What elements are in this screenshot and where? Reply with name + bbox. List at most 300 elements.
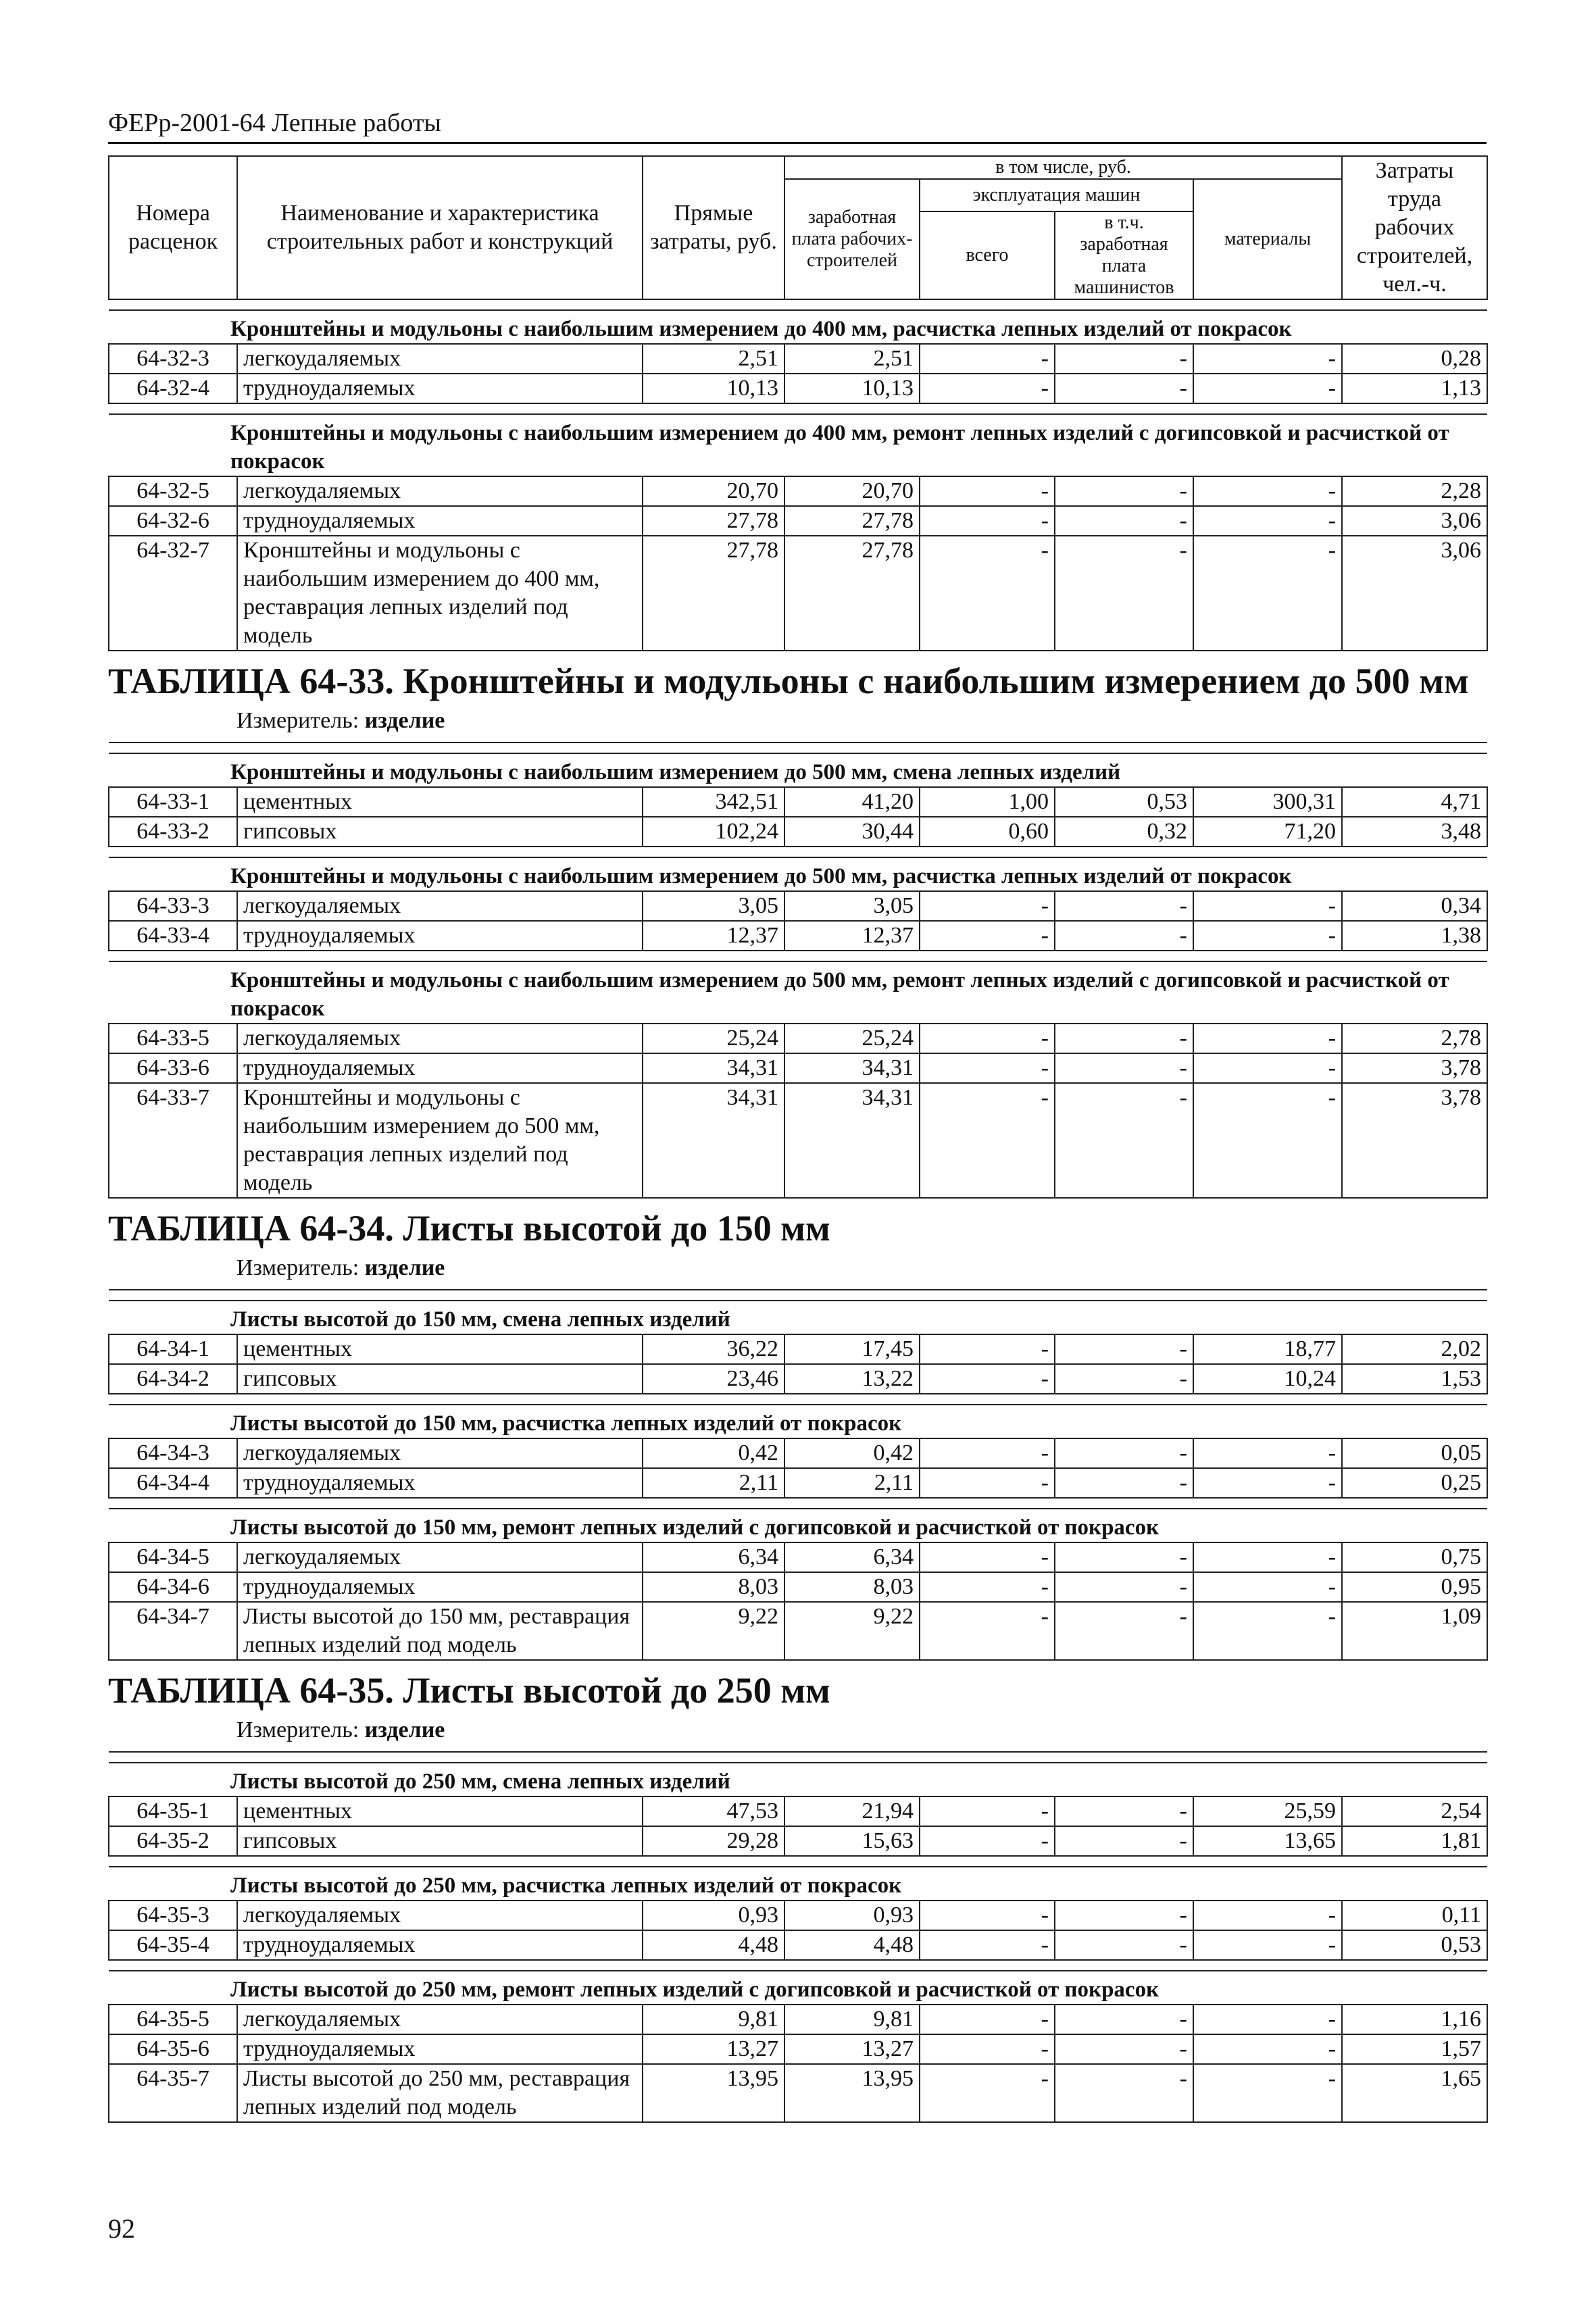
- materials-cost: -: [1193, 1602, 1342, 1660]
- wage-cost: 2,11: [784, 1468, 920, 1498]
- rate-code: 64-35-1: [109, 1796, 237, 1826]
- machines-total: -: [920, 374, 1055, 403]
- machines-total: -: [920, 1083, 1055, 1198]
- direct-cost: 9,22: [643, 1602, 784, 1660]
- direct-cost: 13,27: [643, 2034, 784, 2064]
- materials-cost: -: [1193, 374, 1342, 403]
- direct-cost: 4,48: [643, 1930, 784, 1960]
- wage-cost: 41,20: [784, 787, 920, 817]
- rate-code: 64-35-7: [109, 2064, 237, 2122]
- measure-line: [108, 1716, 1487, 1744]
- materials-cost: 71,20: [1193, 817, 1342, 847]
- driver-wage: -: [1055, 2064, 1193, 2122]
- measure-label: Измеритель:: [236, 708, 359, 733]
- col-driver-wage-header: в т.ч. заработная плата машинистов: [1055, 211, 1193, 299]
- driver-wage: -: [1055, 344, 1193, 374]
- work-name: трудноудаляемых: [237, 374, 643, 403]
- driver-wage: -: [1055, 2034, 1193, 2064]
- section-title: Кронштейны и модульоны с наибольшим измерением до 500 мм, расчистка лепных изделий от покрасок: [109, 857, 1487, 891]
- section-spacer: [109, 403, 1487, 414]
- work-name: цементных: [237, 1796, 643, 1826]
- work-name: легкоудаляемых: [237, 1024, 643, 1053]
- work-name: гипсовых: [237, 817, 643, 847]
- spacer-cell: [109, 1960, 1487, 1971]
- section-spacer: [109, 1856, 1487, 1867]
- direct-cost: 102,24: [643, 817, 784, 847]
- driver-wage: -: [1055, 1901, 1193, 1930]
- price-table: [108, 742, 1488, 1199]
- rate-code: 64-33-1: [109, 787, 237, 817]
- machines-total: -: [920, 2034, 1055, 2064]
- section-spacer: [109, 847, 1487, 857]
- driver-wage: -: [1055, 1826, 1193, 1856]
- driver-wage: -: [1055, 1468, 1193, 1498]
- materials-cost: -: [1193, 1083, 1342, 1198]
- driver-wage: -: [1055, 536, 1193, 651]
- driver-wage: -: [1055, 1602, 1193, 1660]
- rate-code: 64-32-7: [109, 536, 237, 651]
- machines-total: -: [920, 506, 1055, 536]
- machines-total: -: [920, 1053, 1055, 1083]
- rate-code: 64-32-5: [109, 476, 237, 506]
- driver-wage: -: [1055, 1542, 1193, 1572]
- driver-wage: -: [1055, 1083, 1193, 1198]
- driver-wage: -: [1055, 1438, 1193, 1468]
- top-table: [108, 155, 1488, 651]
- machines-total: -: [920, 891, 1055, 921]
- direct-cost: 0,93: [643, 1901, 784, 1930]
- wage-cost: 25,24: [784, 1024, 920, 1053]
- machines-total: -: [920, 1602, 1055, 1660]
- section-title: Листы высотой до 150 мм, смена лепных изделий: [109, 1301, 1487, 1334]
- direct-cost: 9,81: [643, 2005, 784, 2034]
- direct-cost: 2,51: [643, 344, 784, 374]
- rate-code: 64-32-3: [109, 344, 237, 374]
- materials-cost: 18,77: [1193, 1334, 1342, 1364]
- materials-cost: -: [1193, 891, 1342, 921]
- direct-cost: 6,34: [643, 1542, 784, 1572]
- col-total-header: всего: [920, 211, 1055, 299]
- driver-wage: -: [1055, 476, 1193, 506]
- wage-cost: 10,13: [784, 374, 920, 403]
- machines-total: -: [920, 1542, 1055, 1572]
- page-header: ФЕРр-2001-64 Лепные работы: [108, 108, 1487, 144]
- section-spacer: [109, 1960, 1487, 1971]
- section-title: Листы высотой до 250 мм, расчистка лепных изделий от покрасок: [109, 1867, 1487, 1901]
- section-title-row: [109, 1405, 1487, 1438]
- work-name: гипсовых: [237, 1364, 643, 1394]
- work-name: цементных: [237, 1334, 643, 1364]
- machines-total: -: [920, 921, 1055, 951]
- section-title: Кронштейны и модульоны с наибольшим измерением до 500 мм, ремонт лепных изделий с догипсовкой и расчисткой от покрасок: [109, 961, 1487, 1024]
- labor-hours: 1,65: [1342, 2064, 1487, 2122]
- work-name: трудноудаляемых: [237, 1053, 643, 1083]
- driver-wage: -: [1055, 1572, 1193, 1602]
- section-title: Листы высотой до 150 мм, расчистка лепных изделий от покрасок: [109, 1405, 1487, 1438]
- section-title-row: [109, 857, 1487, 891]
- labor-hours: 3,78: [1342, 1053, 1487, 1083]
- driver-wage: -: [1055, 1796, 1193, 1826]
- wage-cost: 12,37: [784, 921, 920, 951]
- table-row: [109, 344, 1487, 374]
- labor-hours: 1,57: [1342, 2034, 1487, 2064]
- table-row: [109, 787, 1487, 817]
- measure-line: [108, 1254, 1487, 1282]
- rate-code: 64-34-5: [109, 1542, 237, 1572]
- wage-cost: 20,70: [784, 476, 920, 506]
- work-name: гипсовых: [237, 1826, 643, 1856]
- machines-total: -: [920, 1024, 1055, 1053]
- wage-cost: 0,42: [784, 1438, 920, 1468]
- measure-label: Измеритель:: [236, 1717, 359, 1742]
- labor-hours: 1,13: [1342, 374, 1487, 403]
- machines-total: -: [920, 536, 1055, 651]
- direct-cost: 25,24: [643, 1024, 784, 1053]
- rate-code: 64-35-6: [109, 2034, 237, 2064]
- rate-code: 64-33-4: [109, 921, 237, 951]
- rate-code: 64-34-1: [109, 1334, 237, 1364]
- rate-code: 64-32-6: [109, 506, 237, 536]
- materials-cost: -: [1193, 2005, 1342, 2034]
- table-title: ТАБЛИЦА 64-35. Листы высотой до 250 мм: [108, 1670, 830, 1711]
- section-title-row: [109, 1763, 1487, 1796]
- table-row: [109, 1053, 1487, 1083]
- materials-cost: -: [1193, 921, 1342, 951]
- col-labor-header: Затраты труда рабочих строителей, чел.-ч.: [1342, 156, 1487, 299]
- direct-cost: 47,53: [643, 1796, 784, 1826]
- rate-code: 64-35-3: [109, 1901, 237, 1930]
- materials-cost: -: [1193, 1024, 1342, 1053]
- direct-cost: 34,31: [643, 1053, 784, 1083]
- rate-code: 64-34-4: [109, 1468, 237, 1498]
- driver-wage: -: [1055, 1053, 1193, 1083]
- section-spacer: [109, 1752, 1487, 1763]
- table-row: [109, 2064, 1487, 2122]
- table-row: [109, 506, 1487, 536]
- table-row: [109, 536, 1487, 651]
- materials-cost: -: [1193, 1901, 1342, 1930]
- table-row: [109, 1364, 1487, 1394]
- spacer-cell: [109, 847, 1487, 857]
- driver-wage: -: [1055, 891, 1193, 921]
- driver-wage: -: [1055, 1930, 1193, 1960]
- work-name: легкоудаляемых: [237, 344, 643, 374]
- spacer-cell: [109, 1752, 1487, 1763]
- spacer-cell: [109, 1290, 1487, 1301]
- document-body: [108, 155, 1487, 2123]
- materials-cost: -: [1193, 476, 1342, 506]
- direct-cost: 0,42: [643, 1438, 784, 1468]
- machines-total: -: [920, 1901, 1055, 1930]
- tables-container: [108, 659, 1487, 2123]
- section-title: Листы высотой до 150 мм, ремонт лепных изделий с догипсовкой и расчисткой от покрасок: [109, 1509, 1487, 1542]
- direct-cost: 8,03: [643, 1572, 784, 1602]
- section-spacer: [109, 1498, 1487, 1509]
- price-table: [108, 1751, 1488, 2123]
- table-row: [109, 2034, 1487, 2064]
- rate-code: 64-32-4: [109, 374, 237, 403]
- driver-wage: -: [1055, 2005, 1193, 2034]
- labor-hours: 3,06: [1342, 506, 1487, 536]
- wage-cost: 2,51: [784, 344, 920, 374]
- driver-wage: 0,32: [1055, 817, 1193, 847]
- section-title-row: [109, 414, 1487, 476]
- table-row: [109, 476, 1487, 506]
- labor-hours: 1,38: [1342, 921, 1487, 951]
- materials-cost: -: [1193, 1930, 1342, 1960]
- section-title-row: [109, 1509, 1487, 1542]
- driver-wage: -: [1055, 1024, 1193, 1053]
- wage-cost: 34,31: [784, 1053, 920, 1083]
- materials-cost: 25,59: [1193, 1796, 1342, 1826]
- top-table-body: [109, 299, 1487, 651]
- labor-hours: 0,25: [1342, 1468, 1487, 1498]
- rate-code: 64-33-7: [109, 1083, 237, 1198]
- measure-label: Измеритель:: [236, 1255, 359, 1280]
- materials-cost: -: [1193, 1468, 1342, 1498]
- direct-cost: 27,78: [643, 536, 784, 651]
- materials-cost: -: [1193, 2034, 1342, 2064]
- spacer-cell: [109, 1394, 1487, 1405]
- direct-cost: 36,22: [643, 1334, 784, 1364]
- machines-total: -: [920, 1826, 1055, 1856]
- section-spacer: [109, 1394, 1487, 1405]
- measure-unit: изделие: [364, 708, 445, 733]
- machines-total: -: [920, 1930, 1055, 1960]
- wage-cost: 9,81: [784, 2005, 920, 2034]
- spacer-cell: [109, 299, 1487, 310]
- table-row: [109, 1438, 1487, 1468]
- driver-wage: -: [1055, 1334, 1193, 1364]
- labor-hours: 2,78: [1342, 1024, 1487, 1053]
- work-name: цементных: [237, 787, 643, 817]
- direct-cost: 13,95: [643, 2064, 784, 2122]
- work-name: Листы высотой до 150 мм, реставрация лепных изделий под модель: [237, 1602, 643, 1660]
- section-title-row: [109, 753, 1487, 787]
- wage-cost: 3,05: [784, 891, 920, 921]
- labor-hours: 2,02: [1342, 1334, 1487, 1364]
- work-name: легкоудаляемых: [237, 2005, 643, 2034]
- driver-wage: -: [1055, 1364, 1193, 1394]
- section-spacer: [109, 951, 1487, 961]
- wage-cost: 27,78: [784, 536, 920, 651]
- materials-cost: -: [1193, 2064, 1342, 2122]
- section-spacer: [109, 1290, 1487, 1301]
- work-name: Кронштейны и модульоны с наибольшим измерением до 400 мм, реставрация лепных изделий под модель: [237, 536, 643, 651]
- materials-cost: 13,65: [1193, 1826, 1342, 1856]
- machines-total: -: [920, 1796, 1055, 1826]
- labor-hours: 2,28: [1342, 476, 1487, 506]
- work-name: трудноудаляемых: [237, 921, 643, 951]
- section-title: Кронштейны и модульоны с наибольшим измерением до 400 мм, ремонт лепных изделий с догипсовкой и расчисткой от покрасок: [109, 414, 1487, 476]
- table-row: [109, 1083, 1487, 1198]
- spacer-cell: [109, 1498, 1487, 1509]
- work-name: трудноудаляемых: [237, 2034, 643, 2064]
- spacer-cell: [109, 1856, 1487, 1867]
- labor-hours: 3,78: [1342, 1083, 1487, 1198]
- rate-code: 64-33-2: [109, 817, 237, 847]
- materials-cost: -: [1193, 1572, 1342, 1602]
- materials-cost: -: [1193, 506, 1342, 536]
- work-name: трудноудаляемых: [237, 1930, 643, 1960]
- labor-hours: 3,48: [1342, 817, 1487, 847]
- table-row: [109, 1334, 1487, 1364]
- col-incl-header: в том числе, руб.: [784, 156, 1342, 179]
- table-row: [109, 1930, 1487, 1960]
- table-title: ТАБЛИЦА 64-33. Кронштейны и модульоны с наибольшим измерением до 500 мм: [108, 661, 1469, 701]
- wage-cost: 17,45: [784, 1334, 920, 1364]
- section-title-row: [109, 1301, 1487, 1334]
- wage-cost: 4,48: [784, 1930, 920, 1960]
- wage-cost: 21,94: [784, 1796, 920, 1826]
- driver-wage: -: [1055, 374, 1193, 403]
- table-row: [109, 1826, 1487, 1856]
- materials-cost: -: [1193, 1053, 1342, 1083]
- section-title-row: [109, 961, 1487, 1024]
- table-row: [109, 1796, 1487, 1826]
- wage-cost: 8,03: [784, 1572, 920, 1602]
- materials-cost: -: [1193, 1438, 1342, 1468]
- spacer-cell: [109, 743, 1487, 753]
- direct-cost: 20,70: [643, 476, 784, 506]
- wage-cost: 13,27: [784, 2034, 920, 2064]
- direct-cost: 34,31: [643, 1083, 784, 1198]
- labor-hours: 0,34: [1342, 891, 1487, 921]
- wage-cost: 27,78: [784, 506, 920, 536]
- table-row: [109, 1542, 1487, 1572]
- measure-line: [108, 707, 1487, 735]
- col-code-header: Номера расценок: [109, 156, 237, 299]
- page-number: 92: [108, 2213, 135, 2244]
- wage-cost: 13,95: [784, 2064, 920, 2122]
- rate-code: 64-33-6: [109, 1053, 237, 1083]
- price-table-body: [109, 1752, 1487, 2122]
- labor-hours: 1,09: [1342, 1602, 1487, 1660]
- labor-hours: 1,53: [1342, 1364, 1487, 1394]
- direct-cost: 23,46: [643, 1364, 784, 1394]
- direct-cost: 12,37: [643, 921, 784, 951]
- work-name: трудноудаляемых: [237, 1572, 643, 1602]
- section-title: Листы высотой до 250 мм, смена лепных изделий: [109, 1763, 1487, 1796]
- table-row: [109, 1468, 1487, 1498]
- section-title: Листы высотой до 250 мм, ремонт лепных изделий с догипсовкой и расчисткой от покрасок: [109, 1971, 1487, 2005]
- col-name-header: Наименование и характеристика строительных работ и конструкций: [237, 156, 643, 299]
- rate-code: 64-35-5: [109, 2005, 237, 2034]
- work-name: легкоудаляемых: [237, 891, 643, 921]
- spacer-cell: [109, 403, 1487, 414]
- direct-cost: 3,05: [643, 891, 784, 921]
- measure-unit: изделие: [364, 1717, 445, 1742]
- labor-hours: 2,54: [1342, 1796, 1487, 1826]
- work-name: легкоудаляемых: [237, 1438, 643, 1468]
- price-table-body: [109, 743, 1487, 1198]
- section-spacer: [109, 299, 1487, 310]
- machines-total: -: [920, 476, 1055, 506]
- driver-wage: 0,53: [1055, 787, 1193, 817]
- wage-cost: 34,31: [784, 1083, 920, 1198]
- section-title-row: [109, 1867, 1487, 1901]
- rate-code: 64-33-3: [109, 891, 237, 921]
- direct-cost: 29,28: [643, 1826, 784, 1856]
- driver-wage: -: [1055, 921, 1193, 951]
- wage-cost: 6,34: [784, 1542, 920, 1572]
- col-direct-header: Прямые затраты, руб.: [643, 156, 784, 299]
- col-machines-header: эксплуатация машин: [920, 179, 1193, 211]
- rate-code: 64-35-2: [109, 1826, 237, 1856]
- driver-wage: -: [1055, 506, 1193, 536]
- labor-hours: 0,28: [1342, 344, 1487, 374]
- wage-cost: 15,63: [784, 1826, 920, 1856]
- machines-total: -: [920, 2005, 1055, 2034]
- direct-cost: 342,51: [643, 787, 784, 817]
- labor-hours: 0,11: [1342, 1901, 1487, 1930]
- rate-code: 64-35-4: [109, 1930, 237, 1960]
- wage-cost: 0,93: [784, 1901, 920, 1930]
- section-title-row: [109, 310, 1487, 344]
- section-title-row: [109, 1971, 1487, 2005]
- table-row: [109, 2005, 1487, 2034]
- rate-code: 64-33-5: [109, 1024, 237, 1053]
- section-title: Кронштейны и модульоны с наибольшим измерением до 400 мм, расчистка лепных изделий от покрасок: [109, 310, 1487, 344]
- table-row: [109, 1572, 1487, 1602]
- machines-total: -: [920, 344, 1055, 374]
- machines-total: 1,00: [920, 787, 1055, 817]
- work-name: легкоудаляемых: [237, 476, 643, 506]
- work-name: трудноудаляемых: [237, 506, 643, 536]
- direct-cost: 27,78: [643, 506, 784, 536]
- work-name: трудноудаляемых: [237, 1468, 643, 1498]
- column-header: [109, 156, 1487, 299]
- wage-cost: 13,22: [784, 1364, 920, 1394]
- col-wage-header: заработная плата рабочих-строителей: [784, 179, 920, 299]
- direct-cost: 2,11: [643, 1468, 784, 1498]
- rate-code: 64-34-6: [109, 1572, 237, 1602]
- machines-total: -: [920, 1364, 1055, 1394]
- rate-code: 64-34-7: [109, 1602, 237, 1660]
- work-name: легкоудаляемых: [237, 1901, 643, 1930]
- labor-hours: 1,16: [1342, 2005, 1487, 2034]
- table-row: [109, 1602, 1487, 1660]
- machines-total: -: [920, 2064, 1055, 2122]
- labor-hours: 0,05: [1342, 1438, 1487, 1468]
- materials-cost: 300,31: [1193, 787, 1342, 817]
- labor-hours: 0,95: [1342, 1572, 1487, 1602]
- wage-cost: 30,44: [784, 817, 920, 847]
- labor-hours: 0,53: [1342, 1930, 1487, 1960]
- materials-cost: -: [1193, 1542, 1342, 1572]
- machines-total: 0,60: [920, 817, 1055, 847]
- machines-total: -: [920, 1438, 1055, 1468]
- labor-hours: 1,81: [1342, 1826, 1487, 1856]
- price-table: [108, 1289, 1488, 1661]
- wage-cost: 9,22: [784, 1602, 920, 1660]
- col-materials-header: материалы: [1193, 179, 1342, 299]
- rate-code: 64-34-2: [109, 1364, 237, 1394]
- table-row: [109, 374, 1487, 403]
- work-name: Листы высотой до 250 мм, реставрация лепных изделий под модель: [237, 2064, 643, 2122]
- section-spacer: [109, 743, 1487, 753]
- rate-code: 64-34-3: [109, 1438, 237, 1468]
- table-row: [109, 921, 1487, 951]
- table-row: [109, 891, 1487, 921]
- labor-hours: 4,71: [1342, 787, 1487, 817]
- spacer-cell: [109, 951, 1487, 961]
- price-table-body: [109, 1290, 1487, 1660]
- table-row: [109, 1024, 1487, 1053]
- measure-unit: изделие: [364, 1255, 445, 1280]
- materials-cost: -: [1193, 344, 1342, 374]
- work-name: легкоудаляемых: [237, 1542, 643, 1572]
